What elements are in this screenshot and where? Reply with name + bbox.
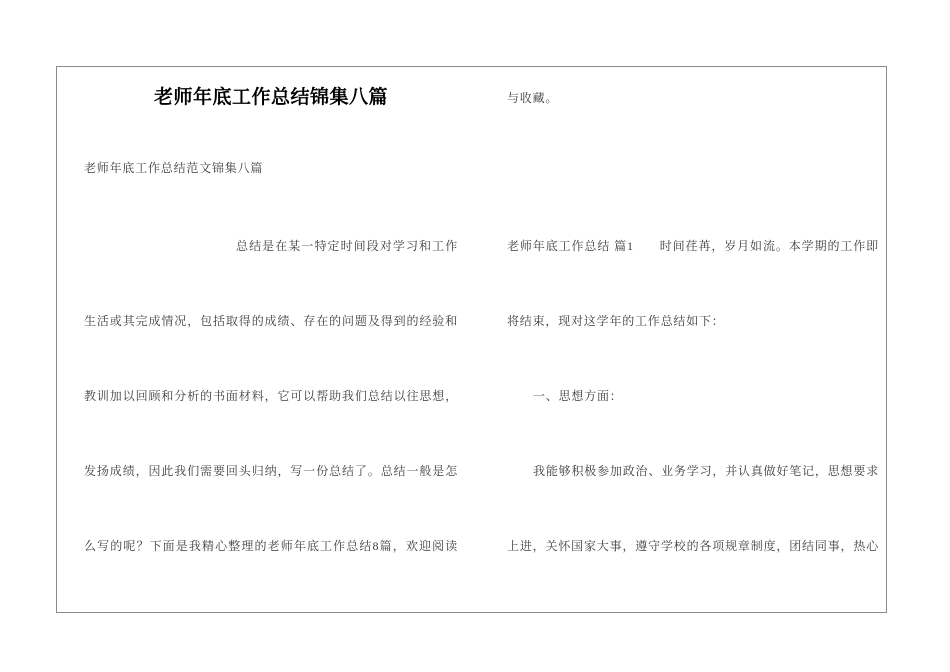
section1-body-line-2: 上进，关怀国家大事，遵守学校的各项规章制度，团结同事，热心 [507,539,879,553]
intro-paragraph-line-4: 发扬成绩，因此我们需要回头归纳，写一份总结了。总结一般是怎 [84,464,458,478]
section1-subheading: 一、思想方面： [533,389,623,403]
page-border [56,66,887,613]
intro-paragraph-line-1: 总结是在某一特定时间段对学习和工作 [236,239,458,253]
section1-body-line-1: 我能够积极参加政治、业务学习，并认真做好笔记，思想要求 [533,464,879,478]
section1-paragraph-line-2: 将结束，现对这学年的工作总结如下： [507,314,725,328]
intro-paragraph-line-6: 与收藏。 [507,91,559,105]
document-title: 老师年底工作总结锦集八篇 [153,87,388,108]
intro-paragraph-line-2: 生活或其完成情况，包括取得的成绩、存在的问题及得到的经验和 [84,314,458,328]
section1-heading-line: 老师年底工作总结 篇1 时间荏苒，岁月如流。本学期的工作即 [507,239,879,253]
document-subtitle: 老师年底工作总结范文锦集八篇 [84,161,264,175]
intro-paragraph-line-3: 教训加以回顾和分析的书面材料，它可以帮助我们总结以往思想， [84,389,458,403]
intro-paragraph-line-5: 么写的呢？下面是我精心整理的老师年底工作总结8篇，欢迎阅读 [84,539,458,553]
